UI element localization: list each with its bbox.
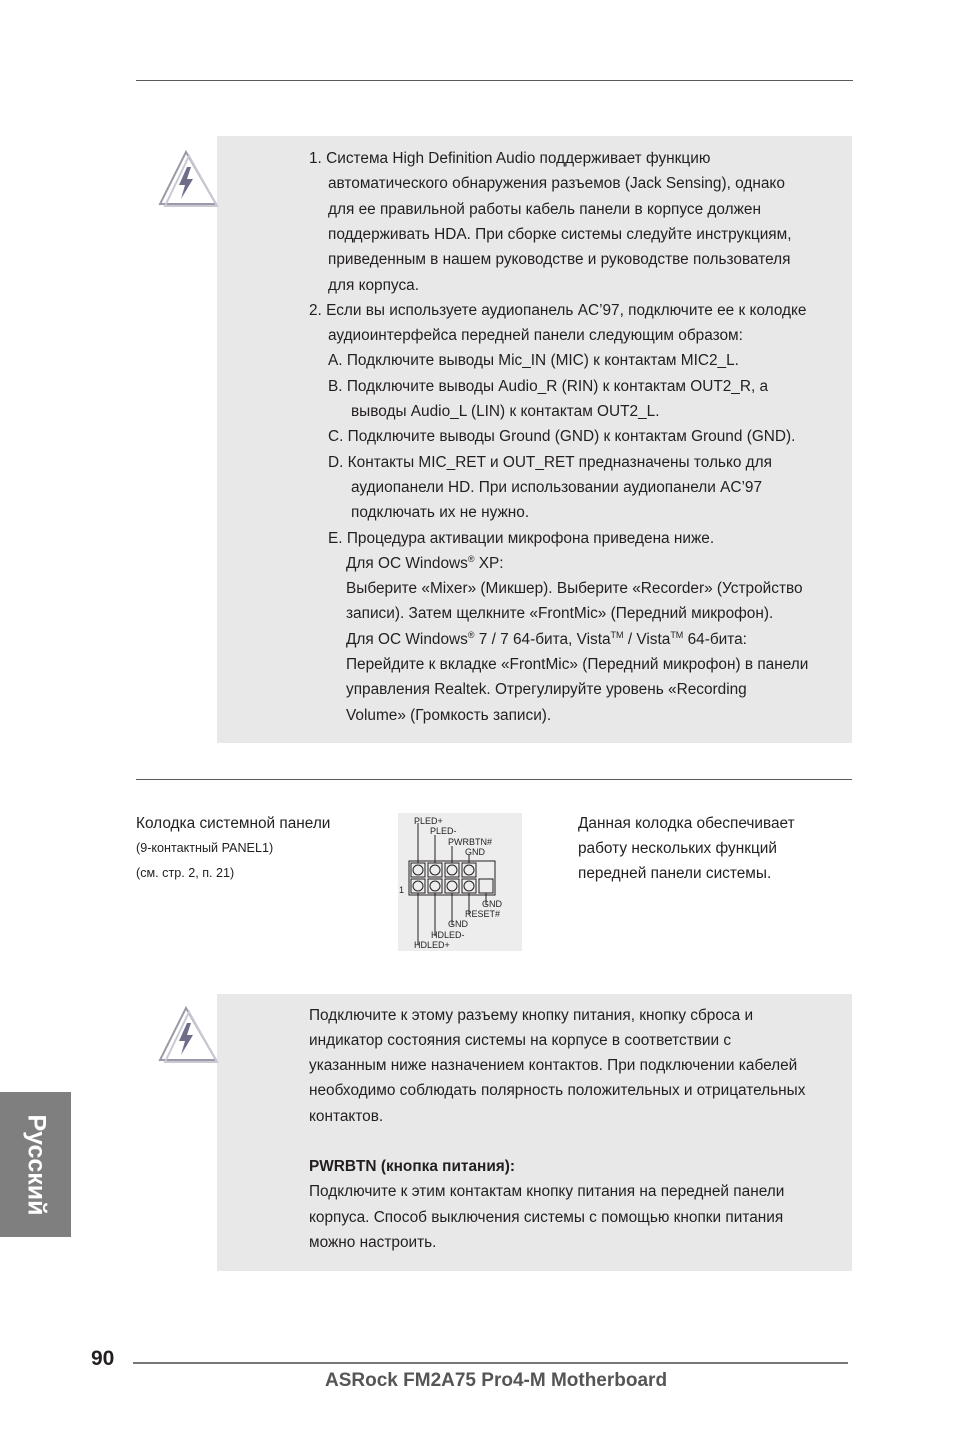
- pin-label-pled-plus: PLED+: [414, 816, 443, 826]
- note-hda-line: Выберите «Mixer» (Микшер). Выберите «Recorder» (Устройство: [346, 580, 803, 598]
- note-hda-line: 2. Если вы используете аудиопанель AC’97, подключите ее к колодке: [309, 301, 807, 319]
- panel-desc-line-1: Данная колодка обеспечивает: [578, 815, 795, 832]
- footer-rule: [133, 1362, 848, 1364]
- pwrbtn-line: корпуса. Способ выключения системы с помощью кнопки питания: [309, 1209, 784, 1226]
- trademark-mark: TM: [670, 629, 684, 640]
- os-text: 7 / 7 64-бита, Vista: [474, 630, 611, 648]
- note-hda-line: записи). Затем щелкните «FrontMic» (Передний микрофон).: [346, 605, 774, 623]
- os-text: Для ОС Windows: [346, 630, 468, 648]
- panel-header-pins: (9-контактный PANEL1): [136, 841, 274, 855]
- language-tab: [0, 1092, 71, 1237]
- note-hda-line: автоматического обнаружения разъемов (Jack Sensing), однако: [328, 175, 785, 193]
- note-hda-line: поддерживать HDA. При сборке системы следуйте инструкциям,: [328, 225, 792, 243]
- footer-title: ASRock FM2A75 Pro4-M Motherboard: [325, 1370, 668, 1391]
- warning-icon: [157, 149, 219, 207]
- note-hda-line: C. Подключите выводы Ground (GND) к контактам Ground (GND).: [328, 428, 796, 446]
- os-text: Для ОС Windows: [346, 554, 468, 572]
- note-hda-os-line: [346, 551, 504, 576]
- note-hda-line: A. Подключите выводы Mic_IN (MIC) к контактам MIC2_L.: [328, 352, 739, 370]
- note-panel-line: индикатор состояния системы на корпусе в соответствии с: [309, 1032, 732, 1049]
- note-hda-line: Перейдите к вкладке «FrontMic» (Передний микрофон) в панели: [346, 656, 809, 673]
- top-rule: [136, 80, 853, 81]
- panel-header-title: Колодка системной панели: [136, 815, 331, 832]
- panel-header-ref: (см. стр. 2, п. 21): [136, 866, 235, 880]
- note-hda-line: E. Процедура активации микрофона приведена ниже.: [328, 529, 715, 547]
- pwrbtn-line: можно настроить.: [309, 1234, 437, 1251]
- note-hda-line: управления Realtek. Отрегулируйте уровень «Recording: [346, 681, 747, 699]
- trademark-mark: TM: [610, 629, 624, 640]
- pin-label-hdled-minus: HDLED-: [431, 930, 465, 940]
- note-hda-line: Volume» (Громкость записи).: [346, 706, 552, 724]
- note-hda-line: выводы Audio_L (LIN) к контактам OUT2_L.: [351, 403, 660, 420]
- note-hda-line: аудиопанели HD. При использовании аудиопанели AC’97: [351, 478, 763, 496]
- note-hda-line: D. Контакты MIC_RET и OUT_RET предназначены только для: [328, 453, 772, 471]
- note-hda-line: подключать их не нужно.: [351, 504, 530, 522]
- pwrbtn-line: Подключите к этим контактам кнопку питания на передней панели: [309, 1183, 785, 1200]
- panel-desc-line-2: работу нескольких функций: [578, 840, 777, 857]
- pin-label-reset: RESET#: [465, 909, 501, 919]
- note-hda-line: 1. Система High Definition Audio поддерживает функцию: [309, 150, 711, 167]
- trademark-mark: ®: [467, 553, 475, 564]
- note-panel-line: указанным ниже назначением контактов. При подключении кабелей: [309, 1057, 798, 1074]
- pin-label-hdled-plus: HDLED+: [414, 940, 450, 950]
- pin-label-pled-minus: PLED-: [430, 826, 457, 836]
- note-hda-line: для корпуса.: [328, 276, 419, 294]
- section-rule: [136, 779, 852, 780]
- warning-icon: [157, 1005, 219, 1063]
- pin-label-gnd-right: GND: [482, 899, 502, 909]
- note-panel-line: Подключите к этому разъему кнопку питания, кнопку сброса и: [309, 1007, 754, 1024]
- pin-label-pwrbtn: PWRBTN#: [448, 837, 493, 847]
- note-hda-line: приведенным в нашем руководстве и руководстве пользователя: [328, 251, 791, 269]
- pin-label-gnd-top: GND: [465, 847, 485, 857]
- note-panel-line: контактов.: [309, 1108, 384, 1125]
- language-tab-label: Русский: [22, 1113, 50, 1216]
- note-hda-line: B. Подключите выводы Audio_R (RIN) к контактам OUT2_R, а: [328, 377, 769, 395]
- trademark-mark: ®: [467, 629, 475, 640]
- pin-label-pin1: 1: [399, 885, 405, 895]
- panel-pin-diagram: [398, 813, 522, 951]
- pin-label-gnd-bottom: GND: [448, 919, 468, 929]
- os-text: XP:: [474, 554, 504, 572]
- pwrbtn-heading: PWRBTN (кнопка питания):: [309, 1158, 516, 1175]
- note-hda-os-line: [346, 627, 747, 652]
- os-text: / Vista: [623, 630, 671, 648]
- page-number: 90: [91, 1347, 115, 1370]
- panel-desc-line-3: передней панели системы.: [578, 865, 772, 882]
- note-hda-line: аудиоинтерфейса передней панели следующим образом:: [328, 327, 743, 345]
- note-panel-line: необходимо соблюдать полярность положительных и отрицательных: [309, 1082, 806, 1099]
- os-text: 64-бита:: [683, 630, 747, 648]
- note-hda-line: для ее правильной работы кабель панели в корпусе должен: [328, 200, 761, 218]
